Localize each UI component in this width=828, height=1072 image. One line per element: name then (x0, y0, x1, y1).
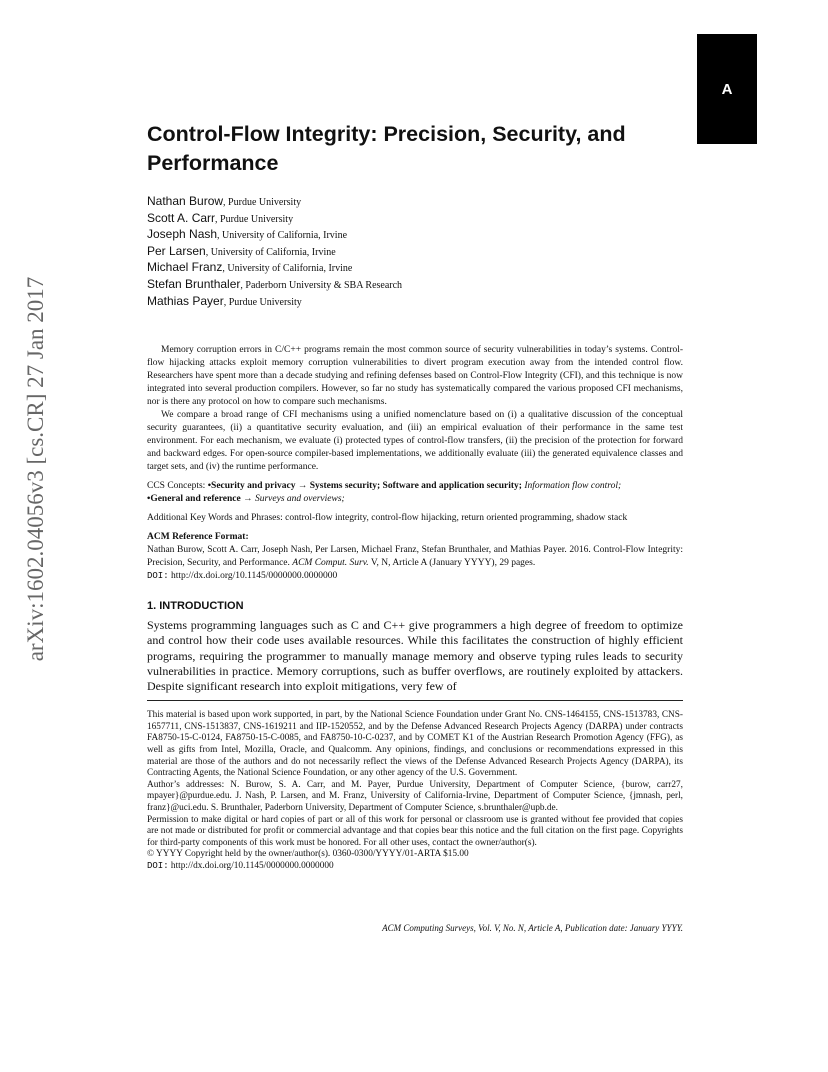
ccs-concept-tail: Systems security; Software and application security; (309, 481, 522, 492)
author-entry (147, 294, 683, 311)
doi-link[interactable]: http://dx.doi.org/10.1145/0000000.0000000 (168, 571, 338, 582)
ccs-concept-head: •Security and privacy (207, 481, 296, 492)
author-name: Scott A. Carr (147, 210, 216, 225)
abstract (147, 344, 683, 474)
acm-reference-tail: V, N, Article A (January YYYY), 29 pages. (368, 558, 536, 569)
author-name: Nathan Burow (147, 194, 224, 208)
acm-reference-doi (147, 570, 683, 583)
footnotes (147, 710, 683, 872)
footnote-doi (147, 861, 683, 873)
author-entry (147, 194, 683, 211)
acm-reference (147, 531, 683, 583)
doi-link[interactable]: http://dx.doi.org/10.1145/0000000.0000000 (168, 860, 334, 871)
footnote-divider (147, 700, 683, 701)
ccs-concept-extra: Information flow control; (521, 481, 622, 492)
copyright-line: © YYYY Copyright held by the owner/author(s). 0360-0300/YYYY/01-ARTA $15.00 (147, 849, 469, 860)
acm-reference-citation: Nathan Burow, Scott A. Carr, Joseph Nash, Per Larsen, Michael Franz, Stefan Brunthaler, and Mathias Payer. 2016. Control-Flow Integrity: Precision, Security, and Performance. (147, 545, 683, 569)
author-name: Joseph Nash (147, 227, 218, 242)
author-affiliation: , University of California, Irvine (205, 246, 336, 258)
article-letter-tab: A (697, 34, 757, 144)
doi-label: DOI: (147, 860, 169, 871)
author-affiliation: , Purdue University (223, 296, 302, 308)
acm-reference-heading: ACM Reference Format: (147, 532, 249, 543)
author-addresses: Author’s addresses: N. Burow, S. A. Carr, and M. Payer, Purdue University, Department of Computer Science, {burow, carr27, mpayer}@purdue.edu. J. Nash, P. Larsen, and M. Franz, University of California-Irvine, Department of Computer Science, {jmnash, perl, franz}@uci.edu. S. Brunthaler, Paderborn University, Department of Computer Science, s.brunthaler@upb.de. (147, 779, 683, 813)
author-entry (147, 260, 683, 277)
author-affiliation: , Purdue University (215, 213, 294, 225)
abstract-paragraph: Memory corruption errors in C/C++ programs remain the most common source of security vulnerabilities in today’s systems. Control-flow hijacking attacks exploit memory corruption vulnerabilities to divert program execution away from the intended control flow. Researchers have spent more than a decade studying and refining defenses based on Control-Flow Integrity (CFI), and this technique is now integrated into several production compilers. However, so far no study has systematically compared the various proposed CFI mechanisms, nor is there any protocol on how to compare such mechanisms. (147, 345, 683, 408)
acm-reference-journal: ACM Comput. Surv. (292, 558, 369, 569)
author-name: Per Larsen (147, 243, 206, 258)
author-entry (147, 277, 683, 294)
funding-note: This material is based upon work supported, in part, by the National Science Foundation under Grant No. CNS-1464155, CNS-1513783, CNS-1657711, CNS-1513837, CNS-1619211 and IIP-1520552, and by the Defense Advanced Research Projects Agency (DARPA) under contracts FA8750-15-C-0124, FA8750-15-C-0085, and FA8750-10-C-0237, and by COMET K1 of the Austrian Research Promotion Agency (FFG), as well as gifts from Intel, Mozilla, Oracle, and Qualcomm. Any opinions, findings, and conclusions or recommendations expressed in this material are those of the authors and do not necessarily reflect the views of the Defense Advanced Research Projects Agency (DARPA), its Contracting Agents, the National Science Foundation, or any other agency of the U.S. Government. (147, 710, 683, 779)
introduction-paragraph: Systems programming languages such as C and C++ give programmers a high degree of freedom to optimize and control how their code uses available resources. While this facilitates the construction of highly efficient programs, requiring the programmer to manually manage memory and observe typing rules leads to security vulnerabilities in practice. Memory corruptions, such as buffer overflows, are routinely exploited by attackers. Despite significant research into exploit mitigations, very few of (147, 618, 683, 693)
author-entry (147, 211, 683, 228)
author-name: Michael Franz (147, 260, 223, 275)
page-footer: ACM Computing Surveys, Vol. V, No. N, Article A, Publication date: January YYYY. (382, 923, 683, 933)
ccs-concept-head: •General and reference (147, 494, 241, 505)
author-entry (147, 227, 683, 244)
section-heading: 1. INTRODUCTION (147, 600, 244, 613)
doi-label: DOI: (147, 571, 169, 582)
ccs-arrow: → (295, 481, 310, 492)
author-affiliation: , Purdue University (223, 197, 302, 208)
author-list (147, 194, 683, 310)
ccs-concept-tail: Surveys and overviews; (254, 494, 345, 505)
arxiv-watermark (20, 276, 52, 662)
author-affiliation: , Paderborn University & SBA Research (240, 279, 403, 291)
paper-title: Control-Flow Integrity: Precision, Security, and Performance (147, 122, 626, 175)
author-entry (147, 244, 683, 261)
author-affiliation: , University of California, Irvine (222, 263, 353, 275)
ccs-concepts (147, 480, 683, 506)
keywords: Additional Key Words and Phrases: control-flow integrity, control-flow hijacking, return oriented programming, shadow stack (147, 513, 628, 524)
abstract-paragraph: We compare a broad range of CFI mechanisms using a unified nomenclature based on (i) a qualitative discussion of the conceptual security guarantees, (ii) a quantitative security evaluation, and (iii) an empirical evaluation of their performance in the same test environment. For each mechanism, we evaluate (i) protected types of control-flow transfers, (ii) the precision of the protection for forward and backward edges. For open-source compiler-based implementations, we additionally evaluate (iii) the generated equivalence classes and target sets, and (iv) the runtime performance. (147, 410, 683, 473)
acm-reference-text (147, 544, 683, 570)
permission-note: Permission to make digital or hard copies of part or all of this work for personal or classroom use is granted without fee provided that copies are not made or distributed for profit or commercial advantage and that copies bear this notice and the full citation on the first page. Copyrights for third-party components of this work must be honored. For all other uses, contact the owner/author(s). (147, 814, 683, 848)
ccs-prefix: CCS Concepts: (147, 481, 208, 492)
ccs-arrow: → (240, 494, 255, 505)
arxiv-id-label: arXiv:1602.04056v3 [cs.CR] 27 Jan 2017 (23, 276, 48, 662)
page-content (147, 120, 683, 872)
author-name: Mathias Payer (147, 293, 224, 308)
author-name: Stefan Brunthaler (147, 276, 241, 291)
author-affiliation: , University of California, Irvine (217, 230, 348, 242)
